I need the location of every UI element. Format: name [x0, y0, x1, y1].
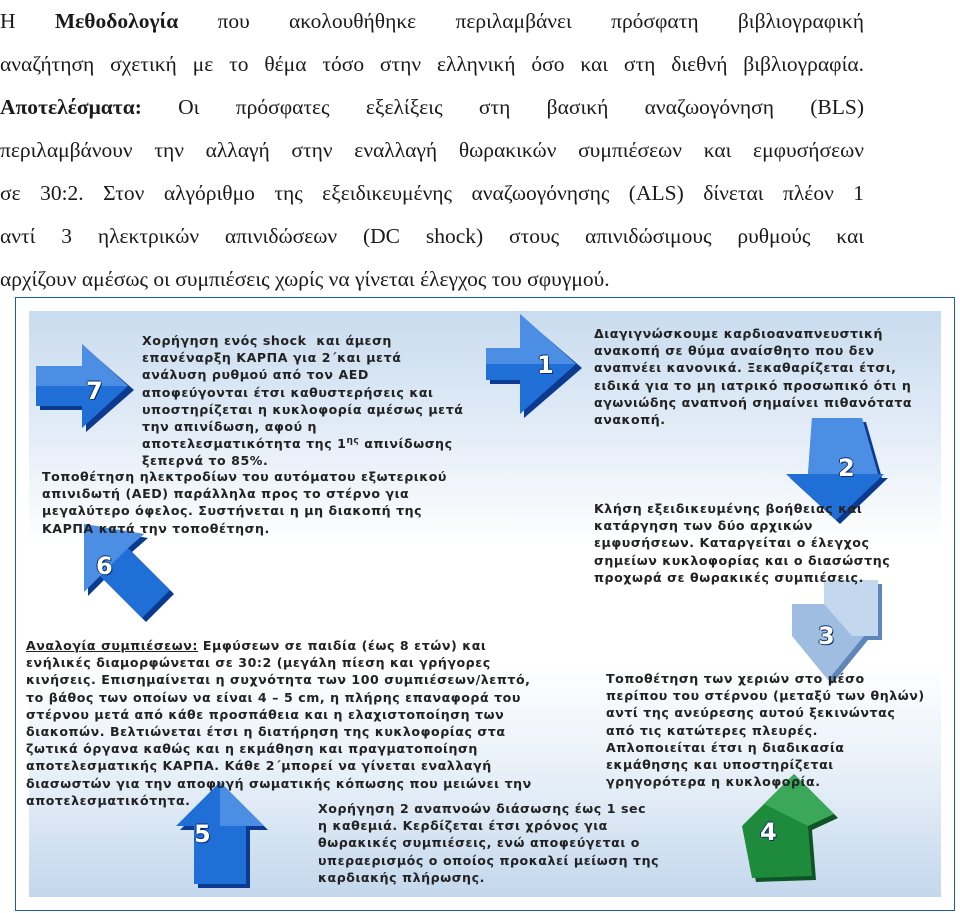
- step-7-text: Χορήγηση ενός shock και άμεση επανέναρξη ΚΑΡΠΑ για 2΄και μετά ανάλυση ρυθμού από τον AED αποφεύγονται έτσι καθυστερήσεις και υποστηρίζεται η κυκλοφορία αμέσως μετά την απινίδωση, αφού η αποτελεσματικότητα της $1^{\eta\varsigma}$ απινίδωσης ξεπερνά το 85%.: [142, 333, 464, 469]
- step-7-number: 7: [86, 377, 103, 405]
- intro-line-6: αντί 3 ηλεκτρικών απινιδώσεων (DC shock) στους απινιδώσιμους ρυθμούς και: [0, 224, 864, 248]
- step-5-number: 5: [194, 820, 211, 848]
- step-2-text: Κλήση εξειδικευμένης βοήθειας και κατάργηση των δύο αρχικών εμφυσήσεων. Καταργείται ο έλεγχος σημείων κυκλοφορίας και ο διασώστης προχωρά σε θωρακικές συμπιέσεις.: [594, 501, 891, 585]
- step-4-number: 4: [760, 818, 777, 846]
- methodology-label: Μεθοδολογία: [54, 9, 179, 33]
- intro-line-3: Αποτελέσματα: Οι πρόσφατες εξελίξεις στη βασική αναζωογόνηση (BLS): [0, 95, 864, 119]
- intro-paragraph: [0, 0, 864, 301]
- step-2-number: 2: [838, 454, 855, 482]
- step-5-text: Χορήγηση 2 αναπνοών διάσωσης έως 1 sec η καθεμιά. Κερδίζεται έτσι χρόνος για θωρακικές συμπιέσεις, ενώ αποφεύγεται ο υπεραερισμός ο οποίος προκαλεί μείωση της καρδιακής πλήρωσης.: [318, 801, 660, 885]
- intro-line-1: Η Μεθοδολογία που ακολουθήθηκε περιλαμβάνει πρόσφατη βιβλιογραφική: [0, 9, 864, 33]
- intro-line-2: αναζήτηση σχετική με το θέμα τόσο στην ελληνική όσο και στη διεθνή βιβλιογραφία.: [0, 52, 864, 76]
- step-1-text: Διαγιγνώσκουμε καρδιοαναπνευστική ανακοπή σε θύμα αναίσθητο που δεν αναπνέει κανονικά. Ξεκαθαρίζεται έτσι, ειδικά για το μη ιατρικό προσωπικό ότι η αγωνιώδης αναπνοή σημαίνει πιθανότατα ανακοπή.: [594, 326, 913, 428]
- compression-ratio-text: Αναλογία συμπιέσεων: Εμφύσεων σε παιδία (έως 8 ετών) και ενήλικές διαμορφώνεται σε 30:2 (μεγάλη πίεση και γρήγορες κινήσεις. Επισημαίνεται η συχνότητα των 100 συμπιέσεων/λεπτό, το βάθος των οποίων να είναι 4 – 5 cm, η πλήρης επαναφορά του στέρνου μετά από κάθε προσπάθεια και η ελαχιστοποίηση των διακοπών. Βελτιώνεται έτσι η διατήρηση της κυκλοφορίας στα ζωτικά όργανα καθώς και η εκμάθηση και πραγματοποίηση αποτελεσματικής ΚΑΡΠΑ. Κάθε 2΄μπορεί να γίνεται εναλλαγή διασωστών για την αποφυγή σωματικής κόπωσης που μειώνει την αποτελεσματικότητα.: [26, 638, 532, 808]
- step-7-arrow: [34, 340, 144, 440]
- step-1-number: 1: [537, 351, 554, 379]
- step-6-number: 6: [96, 552, 113, 580]
- results-label: Αποτελέσματα:: [0, 95, 142, 119]
- step-6-text: Τοποθέτηση ηλεκτροδίων του αυτόματου εξωτερικού απινιδωτή (AED) παράλληλα προς το στέρνο για μεγαλύτερο όφελος. Συστήνεται η μη διακοπή της ΚΑΡΠΑ κατά την τοποθέτηση.: [42, 469, 447, 536]
- step-1-arrow: [480, 312, 590, 422]
- step-3-text: Τοποθέτηση των χεριών στο μέσο περίπου του στέρνου (μεταξύ των θηλών) αντί της ανεύρεσης αυτού ξεκινώντας από τις κατώτερες πλευρές. Απλοποιείται έτσι η διαδικασία εκμάθησης και υποστηρίζεται γρηγορότερα η κυκλοφορία.: [606, 671, 925, 790]
- compression-ratio-label: Αναλογία συμπιέσεων:: [26, 638, 198, 653]
- intro-line-4: περιλαμβάνουν την αλλαγή στην εναλλαγή θωρακικών συμπιέσεων και εμφυσήσεων: [0, 138, 864, 162]
- intro-line-7: αρχίζουν αμέσως οι συμπιέσεις χωρίς να γίνεται έλεγχος του σφυγμού.: [0, 267, 610, 291]
- step-3-number: 3: [818, 622, 835, 650]
- intro-line-5: σε 30:2. Στον αλγόριθμο της εξειδικευμένης αναζωογόνησης (ALS) δίνεται πλέον 1: [0, 181, 864, 205]
